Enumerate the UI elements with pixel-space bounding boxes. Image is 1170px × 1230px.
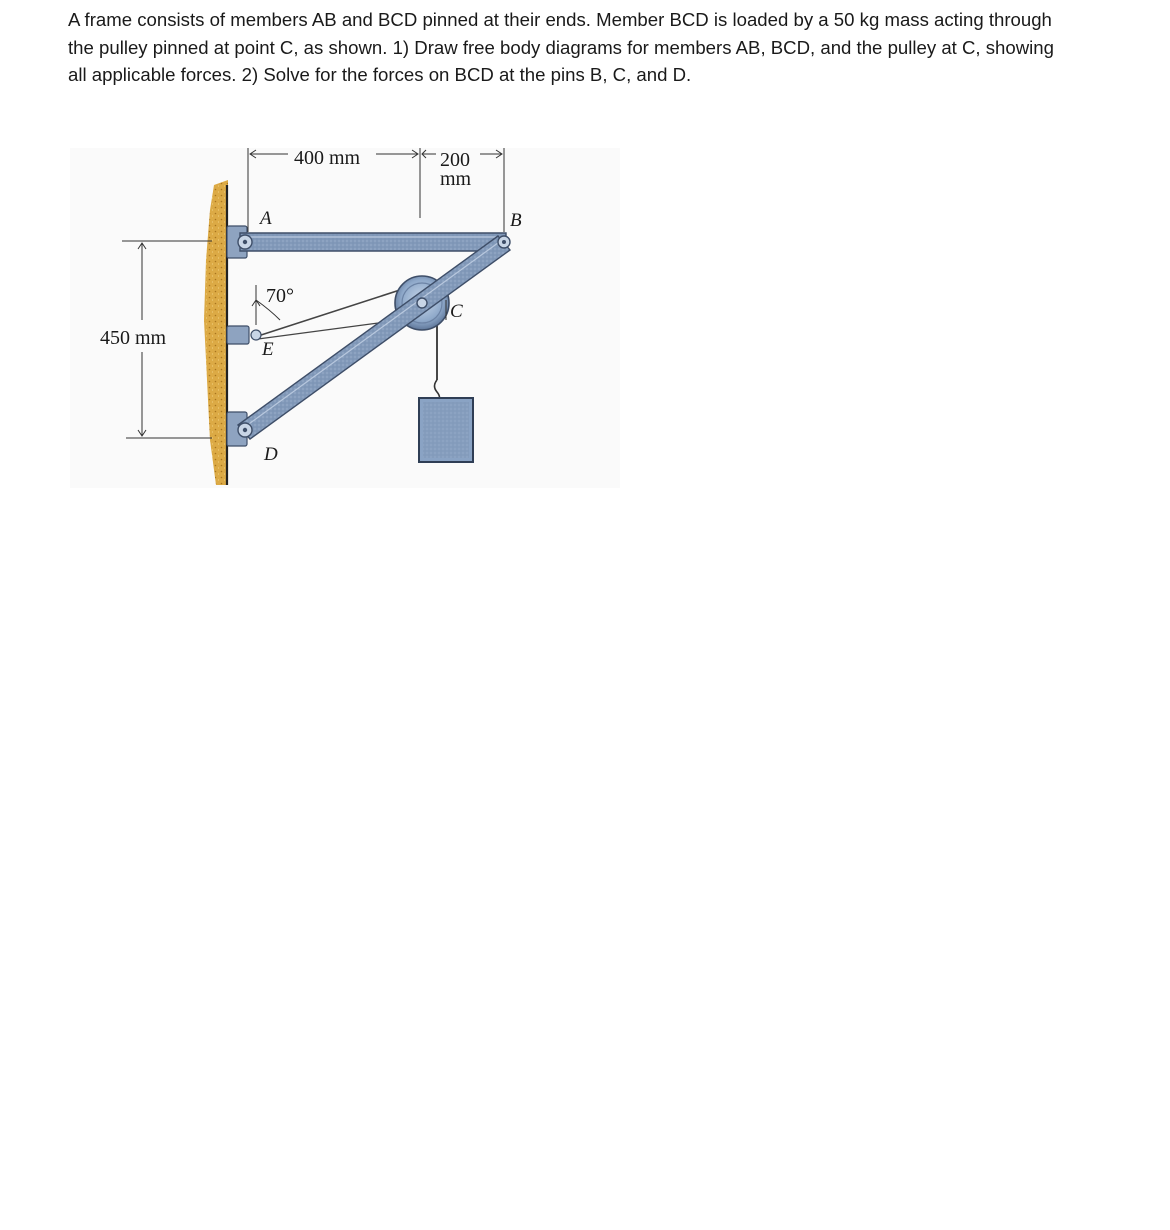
frame-diagram — [70, 140, 620, 490]
label-b: B — [510, 210, 522, 231]
bracket-e — [227, 326, 249, 344]
label-d: D — [264, 444, 278, 465]
pin-a-center — [243, 240, 247, 244]
pin-d-center — [243, 428, 247, 432]
dimension-200-unit-label: mm — [440, 168, 472, 190]
pin-b-center — [502, 240, 506, 244]
problem-statement — [68, 6, 1108, 89]
label-a: A — [260, 208, 272, 229]
dimension-400-label: 400 mm — [294, 147, 361, 169]
angle-label: 70° — [266, 285, 294, 307]
pin-e — [251, 330, 261, 340]
figure-background — [70, 148, 620, 488]
problem-line-2: the pulley pinned at point C, as shown. 1) Draw free body diagrams for members AB, BCD, and the pulley at C, showing — [68, 36, 1054, 58]
mass-block-face — [423, 402, 469, 458]
problem-line-3: all applicable forces. 2) Solve for the forces on BCD at the pins B, C, and D. — [68, 64, 692, 85]
dimension-200-label: 200 — [440, 149, 470, 171]
label-e: E — [262, 339, 274, 360]
label-c: C — [450, 301, 463, 322]
frame-figure — [70, 140, 620, 490]
pin-c — [417, 298, 427, 308]
dimension-450-label: 450 mm — [100, 327, 167, 349]
problem-line-1: A frame consists of members AB and BCD pinned at their ends. Member BCD is loaded by a 50 kg mass acting through — [68, 9, 1052, 30]
member-ab — [240, 233, 506, 251]
